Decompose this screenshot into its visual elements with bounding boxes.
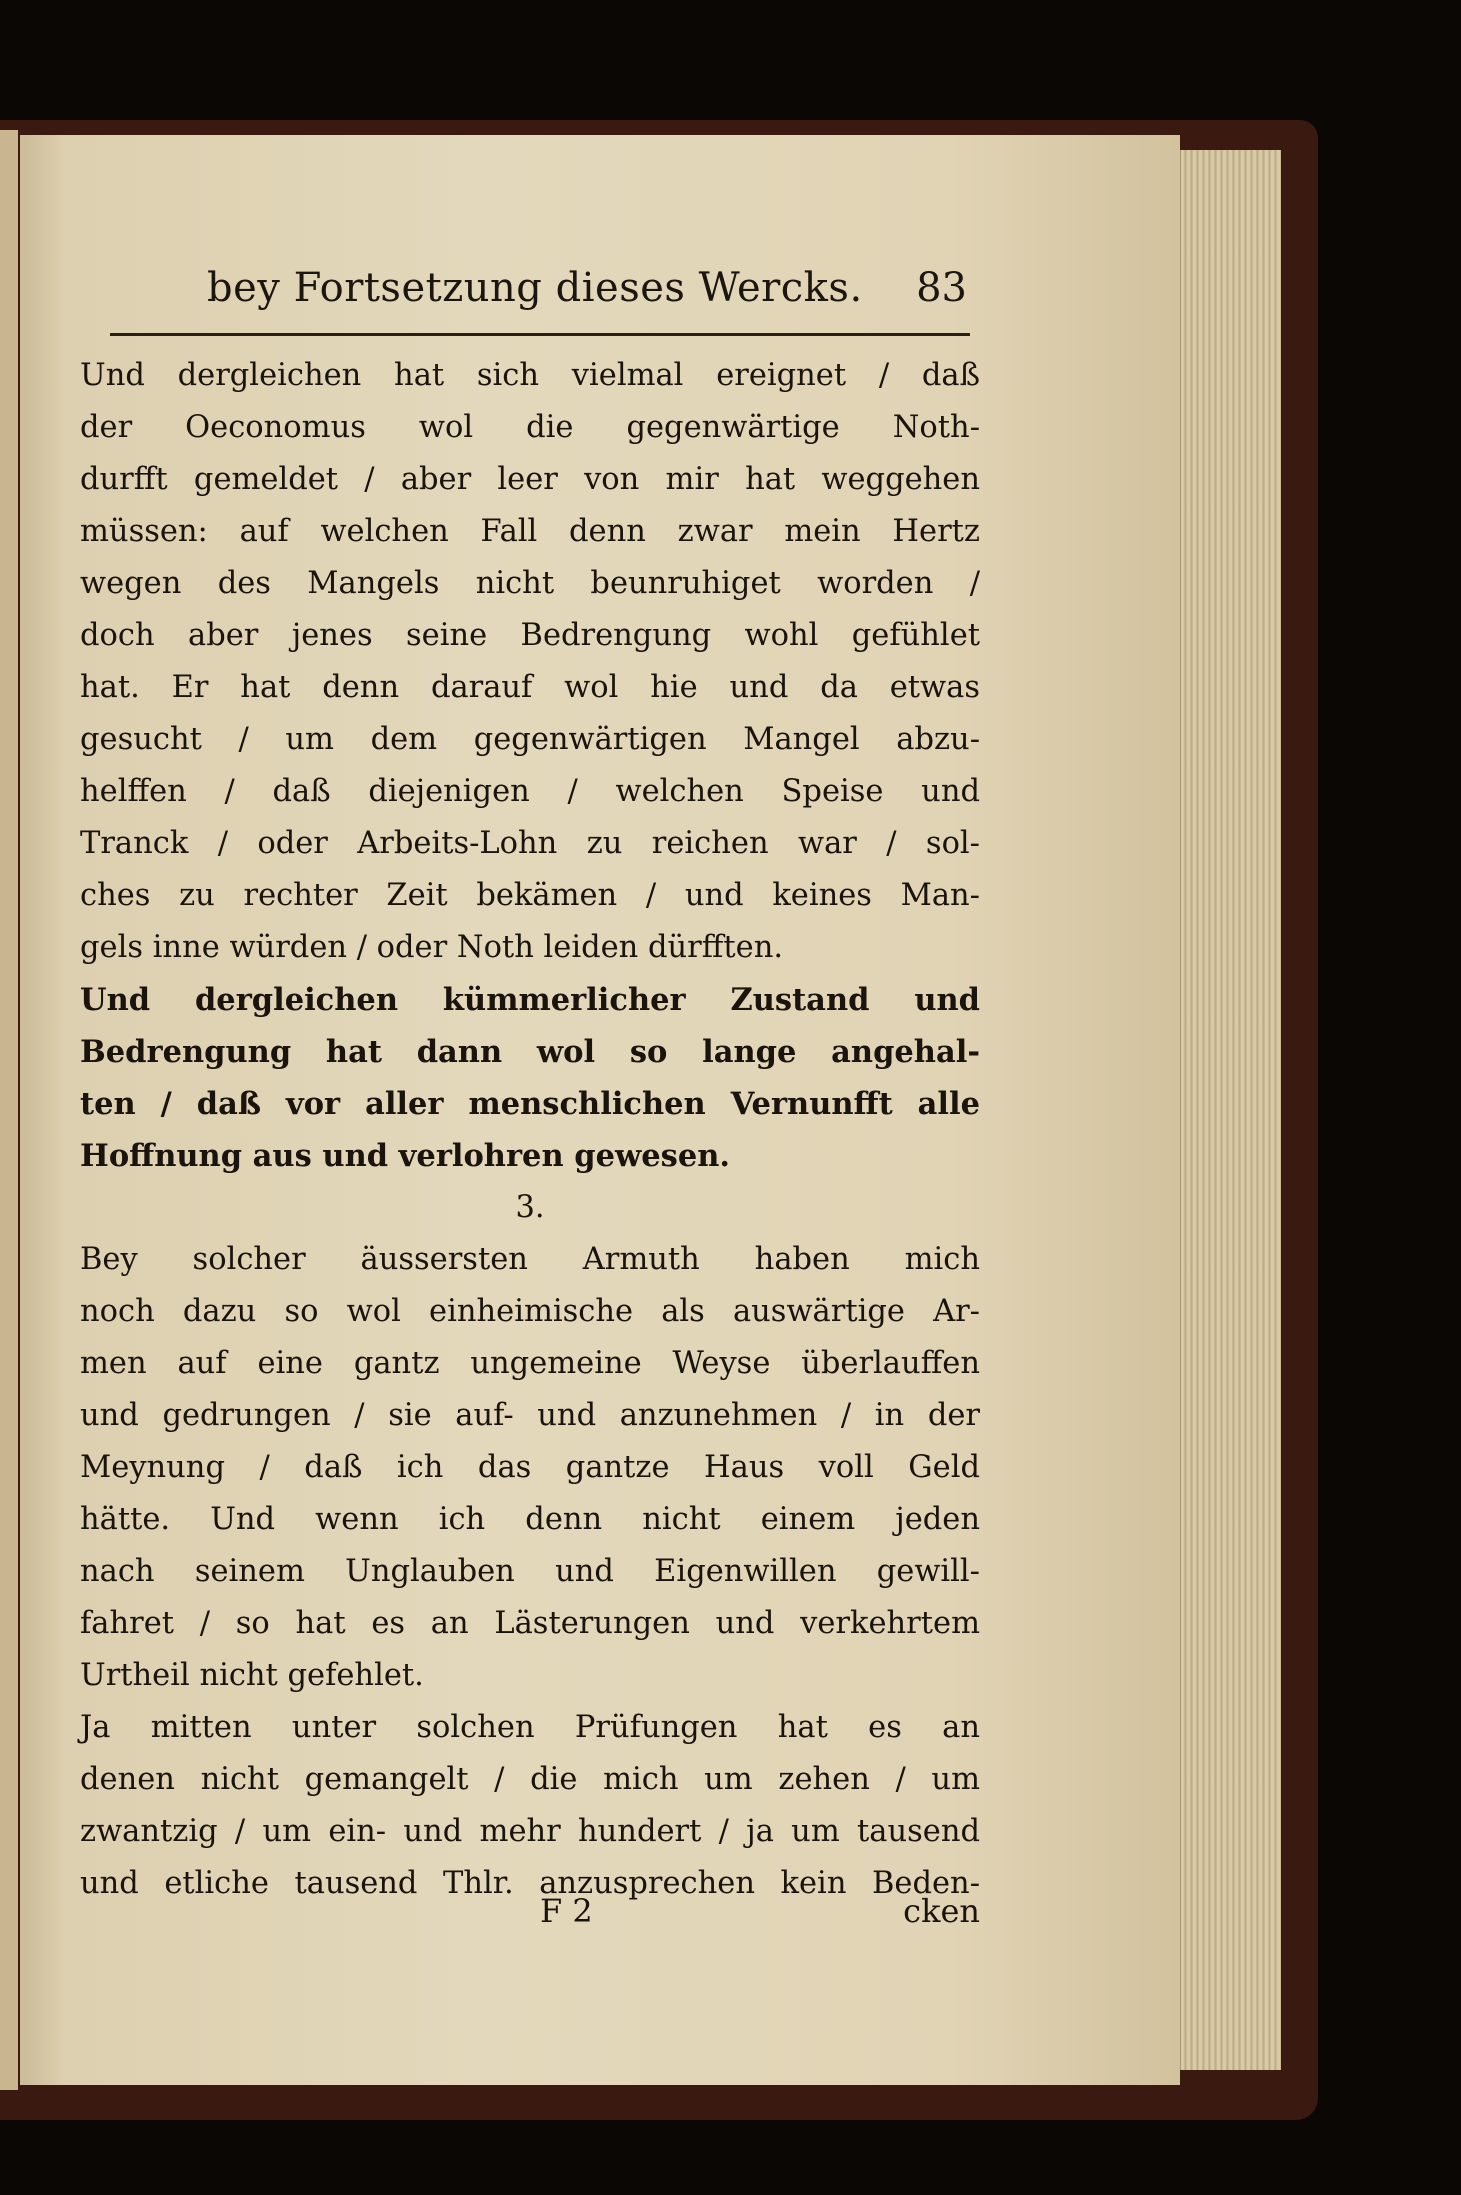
text-line: doch aber jenes seine Bedrengung wohl gefühlet [80, 618, 980, 653]
text-line: Bedrengung hat dann wol so lange angehal- [80, 1034, 980, 1070]
text-line: nach seinem Unglauben und Eigenwillen gewill- [80, 1554, 980, 1589]
page-footer [80, 1892, 980, 1948]
running-head: bey Fortsetzung dieses Wercks. [207, 265, 863, 311]
text-line: Meynung / daß ich das gantze Haus voll Geld [80, 1450, 980, 1485]
text-line: Und dergleichen hat sich vielmal ereignet / daß [80, 358, 980, 393]
paragraph-3 [80, 1234, 980, 1702]
text-line: ches zu rechter Zeit bekämen / und keines Man- [80, 878, 980, 913]
text-line: hat. Er hat denn darauf wol hie und da etwas [80, 670, 980, 705]
text-line: müssen: auf welchen Fall denn zwar mein Hertz [80, 514, 980, 549]
signature-mark: F 2 [540, 1892, 593, 1930]
text-line: helffen / daß diejenigen / welchen Speise und [80, 774, 980, 809]
paragraph-4 [80, 1702, 980, 1910]
paragraph-2 [80, 974, 980, 1182]
header-rule [110, 333, 970, 336]
text-line: Bey solcher äussersten Armuth haben mich [80, 1242, 980, 1277]
text-line: Ja mitten unter solchen Prüfungen hat es an [80, 1710, 980, 1745]
facing-page-edge [0, 130, 18, 2090]
catchword: cken [903, 1892, 980, 1930]
text-line: und gedrungen / sie auf- und anzunehmen / in der [80, 1398, 980, 1433]
text-line: Urtheil nicht gefehlet. [80, 1658, 424, 1693]
page-header [207, 265, 967, 325]
text-line: der Oeconomus wol die gegenwärtige Noth- [80, 410, 980, 445]
text-line: zwantzig / um ein- und mehr hundert / ja um tausend [80, 1814, 980, 1849]
text-line: fahret / so hat es an Lästerungen und verkehrtem [80, 1606, 980, 1641]
text-line: Und dergleichen kümmerlicher Zustand und [80, 982, 980, 1018]
text-block [80, 350, 980, 1910]
text-line: gels inne würden / oder Noth leiden dürfften. [80, 930, 784, 965]
text-line: denen nicht gemangelt / die mich um zehen / um [80, 1762, 980, 1797]
text-line: men auf eine gantz ungemeine Weyse überlauffen [80, 1346, 980, 1381]
text-line: Hoffnung aus und verlohren gewesen. [80, 1138, 731, 1174]
paragraph-1 [80, 350, 980, 974]
text-line: durfft gemeldet / aber leer von mir hat weggehen [80, 462, 980, 497]
text-line: wegen des Mangels nicht beunruhiget worden / [80, 566, 980, 601]
page-number: 83 [916, 265, 967, 311]
text-line: ten / daß vor aller menschlichen Vernunfft alle [80, 1086, 980, 1122]
text-line: Tranck / oder Arbeits-Lohn zu reichen war / sol- [80, 826, 980, 861]
text-line: noch dazu so wol einheimische als auswärtige Ar- [80, 1294, 980, 1329]
text-line: gesucht / um dem gegenwärtigen Mangel abzu- [80, 722, 980, 757]
section-number: 3. [515, 1190, 545, 1225]
text-line: hätte. Und wenn ich denn nicht einem jeden [80, 1502, 980, 1537]
text-line: und etliche tausend Thlr. anzusprechen kein Beden- [80, 1866, 980, 1901]
page-edges [1180, 150, 1281, 2070]
